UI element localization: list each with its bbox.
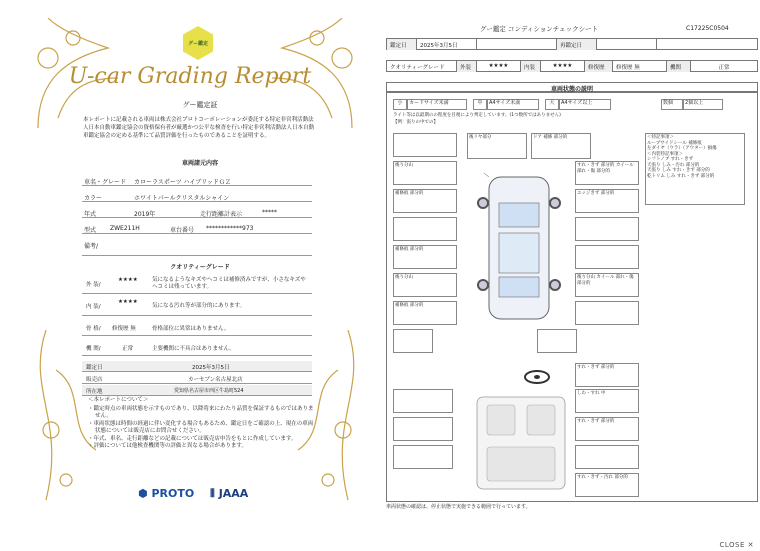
sheet-number: C17225C0504	[686, 25, 729, 32]
damage-box: ドア 補修 部分的	[531, 133, 591, 159]
note-item: ・年式、車名、走行距離などの記載については販売店申告をもとに作成しています。	[88, 435, 297, 442]
model-code: ZWE211H	[110, 225, 140, 232]
damage-box: すれ・きず 部分的	[575, 417, 639, 441]
intro-text: 本レポートに記載される車両は株式会社プロトコーポレーションが委託する特定非営利活動法人日本自動車鑑定協会の資格保有者が厳選かつ公平な検査を行い特定非営利活動法人日本自動車鑑定協会の定める基準にて品質評価を行ったものであることを証明する。	[83, 117, 315, 139]
proto-logo-icon: ⬢	[138, 487, 148, 500]
label: 骨 格/	[86, 326, 101, 332]
label: 内 装/	[86, 304, 101, 310]
damage-box	[575, 245, 639, 269]
damage-box: 補修痕 部分的	[393, 245, 457, 269]
sheet-quality-row	[386, 60, 758, 72]
inspection-date: 2025年3月5日	[192, 365, 230, 371]
interior-text: 気になる汚れ等が部分的にあります。	[152, 303, 246, 309]
damage-box: 後り分山	[393, 161, 457, 185]
chassis-number: ************973	[206, 225, 254, 232]
remarks-row	[82, 238, 312, 256]
legend-mid: 中	[473, 99, 487, 110]
engine-value: 正常	[122, 346, 134, 352]
vehicle-name-row	[82, 174, 312, 186]
note-item: ・車両状態は時間の経過に伴い変化する場合もあるため、鑑定日をご確認の上、現在の車両状態については販売店にお問合せください。	[88, 420, 314, 434]
label: 外 装/	[86, 282, 101, 288]
interior-diagram	[473, 393, 569, 493]
label: 所在地	[86, 389, 103, 395]
report-notes	[88, 397, 318, 451]
label: 修復歴	[585, 61, 613, 72]
steering-wheel-icon	[523, 369, 551, 385]
legend-mid-text: A4サイズ未満	[487, 99, 539, 110]
inspection-date: 2025年3月5日	[417, 39, 477, 50]
vehicle-year: 2019年	[134, 211, 156, 218]
label: 再鑑定日	[557, 39, 597, 50]
label: 走行距離計表示	[200, 211, 243, 218]
mileage: *****	[262, 209, 277, 216]
special-notes: ＜特記事項＞ ループサイドシール 補修痕 左ダイヤ（ウラ）（アウター）損傷 ＜内装特記事項＞ シフトノブ すれ・きず 天張り しみ・汚れ 部分的 天張り しみ すれ・きず 部分的 乾トリム しみ すれ・きず 部分的	[645, 133, 745, 205]
damage-box: エッジきず 部分的	[575, 189, 639, 213]
inspection-date-row	[82, 361, 312, 372]
proto-logo-text: PROTO	[151, 487, 195, 500]
engine-row	[82, 340, 312, 356]
wheel-icon	[549, 279, 561, 291]
sheet-footnote: 車両状態の確認は、停止状態で実施できる範囲で行っています。	[386, 504, 531, 510]
damage-box	[393, 217, 457, 241]
close-button[interactable]: CLOSE ✕	[719, 541, 754, 549]
notes-title: ＜本レポートについて＞	[88, 397, 149, 403]
legend-note-1: ライト等は以最期のの程度を目視により判定しています。(1つ数所ではありません)	[393, 113, 561, 118]
damage-box	[393, 417, 453, 441]
label: クオリティーグレード	[387, 61, 457, 72]
proto-logo	[138, 487, 194, 500]
engine-value: 正常	[691, 61, 758, 72]
exterior-stars: ★★★★	[477, 61, 521, 72]
jaaa-logo	[210, 487, 248, 501]
dealer-address: 愛知県名古屋市西区牛島町524	[174, 388, 244, 394]
vehicle-color-row	[82, 190, 312, 202]
dealer-row	[82, 373, 312, 384]
label: 機関	[667, 61, 691, 72]
damage-box: すれ・きず 部分的	[575, 363, 639, 387]
label: カラー	[84, 195, 103, 202]
quality-section-title: クオリティーグレード	[170, 264, 230, 271]
legend-small: 小	[393, 99, 407, 110]
legend-title: 車両状態の説明	[386, 82, 758, 92]
sheet-date-row	[386, 38, 758, 50]
label: 年式	[84, 211, 97, 218]
damage-box: 後り分山	[393, 273, 457, 297]
legend-large-text: A4サイズ以上	[559, 99, 611, 110]
damage-box	[393, 329, 433, 353]
label: 鑑定日	[86, 365, 103, 371]
repair-value: 修復歴 無	[613, 61, 667, 72]
damage-box	[575, 445, 639, 469]
jaaa-logo-text: JAAA	[218, 487, 249, 500]
damage-box	[537, 329, 577, 353]
report-title: U-car Grading Report	[68, 64, 312, 89]
label: 外装	[457, 61, 477, 72]
engine-text: 主要機関に不具合はありません。	[152, 346, 235, 352]
damage-box: 補修痕 部分的	[393, 189, 457, 213]
label: 鑑定日	[387, 39, 417, 50]
vehicle-name: カローラスポーツ ハイブリッドＧＺ	[134, 179, 231, 186]
damage-box	[575, 301, 639, 325]
sheet-title: グー鑑定 コンディションチェックシート	[479, 25, 599, 33]
grading-report	[0, 0, 378, 520]
badge-text: グー鑑定	[187, 41, 208, 47]
exterior-row	[82, 276, 312, 294]
note-item: ・評価については他検査機関等の評価と異なる場合があります。	[88, 443, 247, 449]
label: 備考/	[84, 243, 99, 250]
frame-text: 骨格部位に異常はありません。	[152, 326, 230, 332]
legend-small-text: カードサイズ未満	[407, 99, 467, 110]
frame-row	[82, 320, 312, 336]
vehicle-model-row	[82, 222, 312, 234]
legend-large: 大	[545, 99, 559, 110]
wheel-icon	[549, 197, 561, 209]
damage-diagram	[386, 92, 758, 502]
frame-value: 修復歴 無	[112, 326, 136, 332]
damage-box: 後り分山 カイール 部れ・傷 部分的	[575, 273, 639, 297]
wheel-icon	[477, 197, 489, 209]
condition-check-sheet	[386, 24, 758, 520]
damage-box	[393, 445, 453, 469]
interior-row	[82, 298, 312, 316]
size-legend	[393, 99, 723, 111]
damage-box	[393, 389, 453, 413]
legend-count-text: 2個以上	[683, 99, 723, 110]
label: 車名・グレード	[84, 179, 127, 186]
exterior-text: 気になるようなキズやヘコミは補修済みですが、小さなキズやヘコミは残っています。	[152, 277, 306, 290]
damage-box: すれ・きず 部分的 カイール 部れ・傷 部分的	[575, 161, 639, 185]
legend-count: 数個	[661, 99, 683, 110]
interior-stars: ★★★★	[118, 299, 138, 305]
car-top-view	[471, 173, 567, 323]
reinspection-date	[597, 39, 657, 50]
damage-box	[575, 217, 639, 241]
jaaa-logo-icon: ⦀	[210, 487, 215, 500]
damage-box: 補修痕 部分的	[393, 301, 457, 325]
spacer	[477, 39, 557, 50]
damage-box: しわ・すれ 中	[575, 389, 639, 413]
certificate-title: グー鑑定証	[182, 101, 218, 109]
location-row	[82, 385, 312, 396]
dealer-name: カーセブン名古屋北店	[188, 377, 243, 383]
wheel-icon	[477, 279, 489, 291]
label: 機 関/	[86, 346, 101, 352]
vehicle-section-title: 車両諸元内容	[181, 160, 218, 167]
vehicle-year-row	[82, 206, 312, 218]
label: 販売店	[86, 377, 103, 383]
interior-stars: ★★★★	[541, 61, 585, 72]
damage-box: すれ・きず・汚れ 部分的	[575, 473, 639, 497]
vehicle-color: ホワイトパールクリスタルシャイン	[134, 195, 230, 202]
label: 内装	[521, 61, 541, 72]
goo-kantei-badge	[183, 26, 213, 60]
exterior-stars: ★★★★	[118, 277, 138, 283]
label: 型式	[84, 227, 97, 234]
note-item: ・鑑定時点の車両状態を示すものであり、以降将来にわたり品質を保証するものではありません。	[88, 405, 314, 419]
damage-box: 後リヤ部分	[467, 133, 527, 159]
label: 車台番号	[170, 227, 195, 234]
damage-box	[393, 133, 457, 157]
legend-note-2: 【例：張りの中での】	[393, 120, 438, 125]
